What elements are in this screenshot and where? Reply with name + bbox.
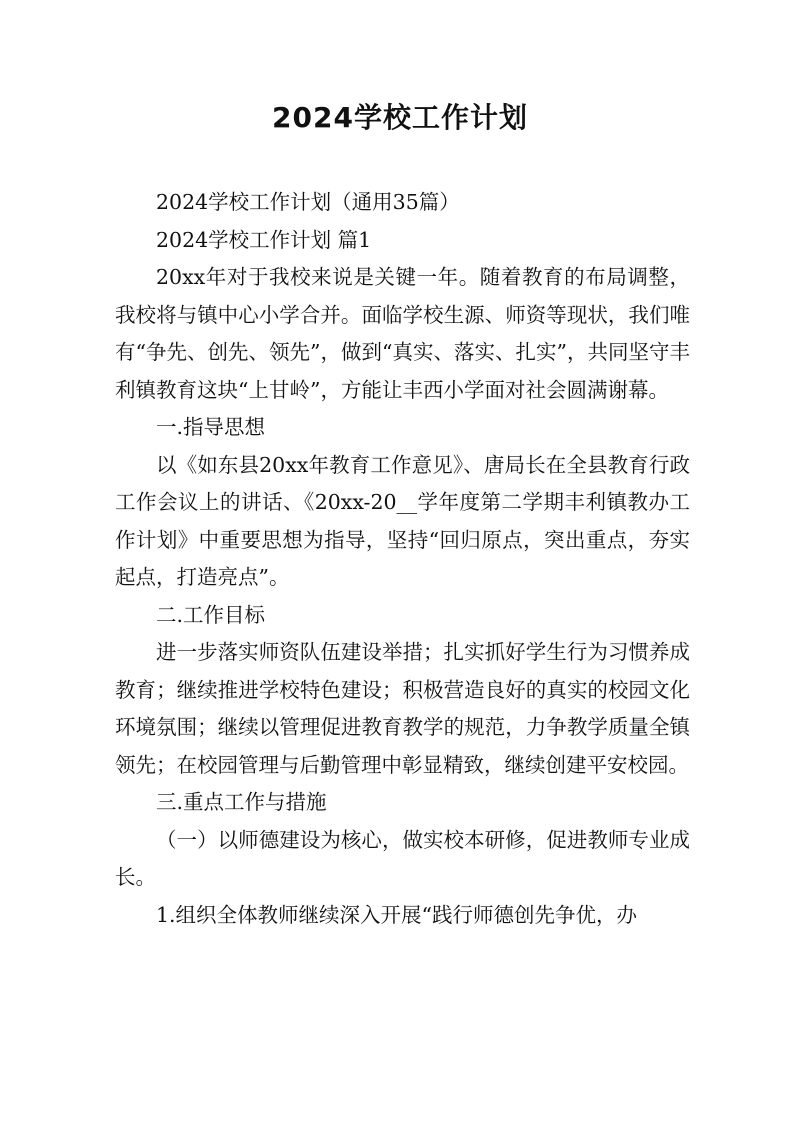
document-title: 2024学校工作计划 xyxy=(272,101,528,134)
paragraph-work-goals: 进一步落实师资队伍建设举措；扎实抓好学生行为习惯养成教育；继续推进学校特色建设；积极营造良好的真实的校园文化环境氛围；继续以管理促进教育教学的规范，力争教学质量全镇领先；在校园管理与后勤管理中彰显精致，继续创建平安校园。 xyxy=(115,640,690,777)
paragraph-guiding-thought: 以《如东县20xx年教育工作意见》、唐局长在全县教育行政工作会议上的讲话、《20xx-20__学年度第二学期丰利镇教办工作计划》中重要思想为指导，坚持“回归原点，突出重点，夯实起点，打造亮点”。 xyxy=(115,452,690,589)
section-heading-key-work: 三.重点工作与措施 xyxy=(156,790,327,814)
paragraph-item-one: 1.组织全体教师继续深入开展“践行师德创先争优，办 xyxy=(156,902,638,927)
paragraph-subsection-one: （一）以师德建设为核心，做实校本研修，促进教师专业成长。 xyxy=(115,827,690,889)
paragraph-chapter-heading: 2024学校工作计划 篇1 xyxy=(156,227,372,252)
document-body xyxy=(115,184,690,934)
section-heading-guiding-thought: 一.指导思想 xyxy=(156,415,266,439)
paragraph-subtitle: 2024学校工作计划（通用35篇） xyxy=(156,190,460,214)
paragraph-intro: 20xx年对于我校来说是关键一年。随着教育的布局调整，我校将与镇中心小学合并。面临学校生源、师资等现状，我们唯有“争先、创先、领先”，做到“真实、落实、扎实”，共同坚守丰利镇教育这块“上甘岭”，方能让丰西小学面对社会圆满谢幕。 xyxy=(115,265,690,402)
section-heading-work-goals: 二.工作目标 xyxy=(156,602,266,627)
